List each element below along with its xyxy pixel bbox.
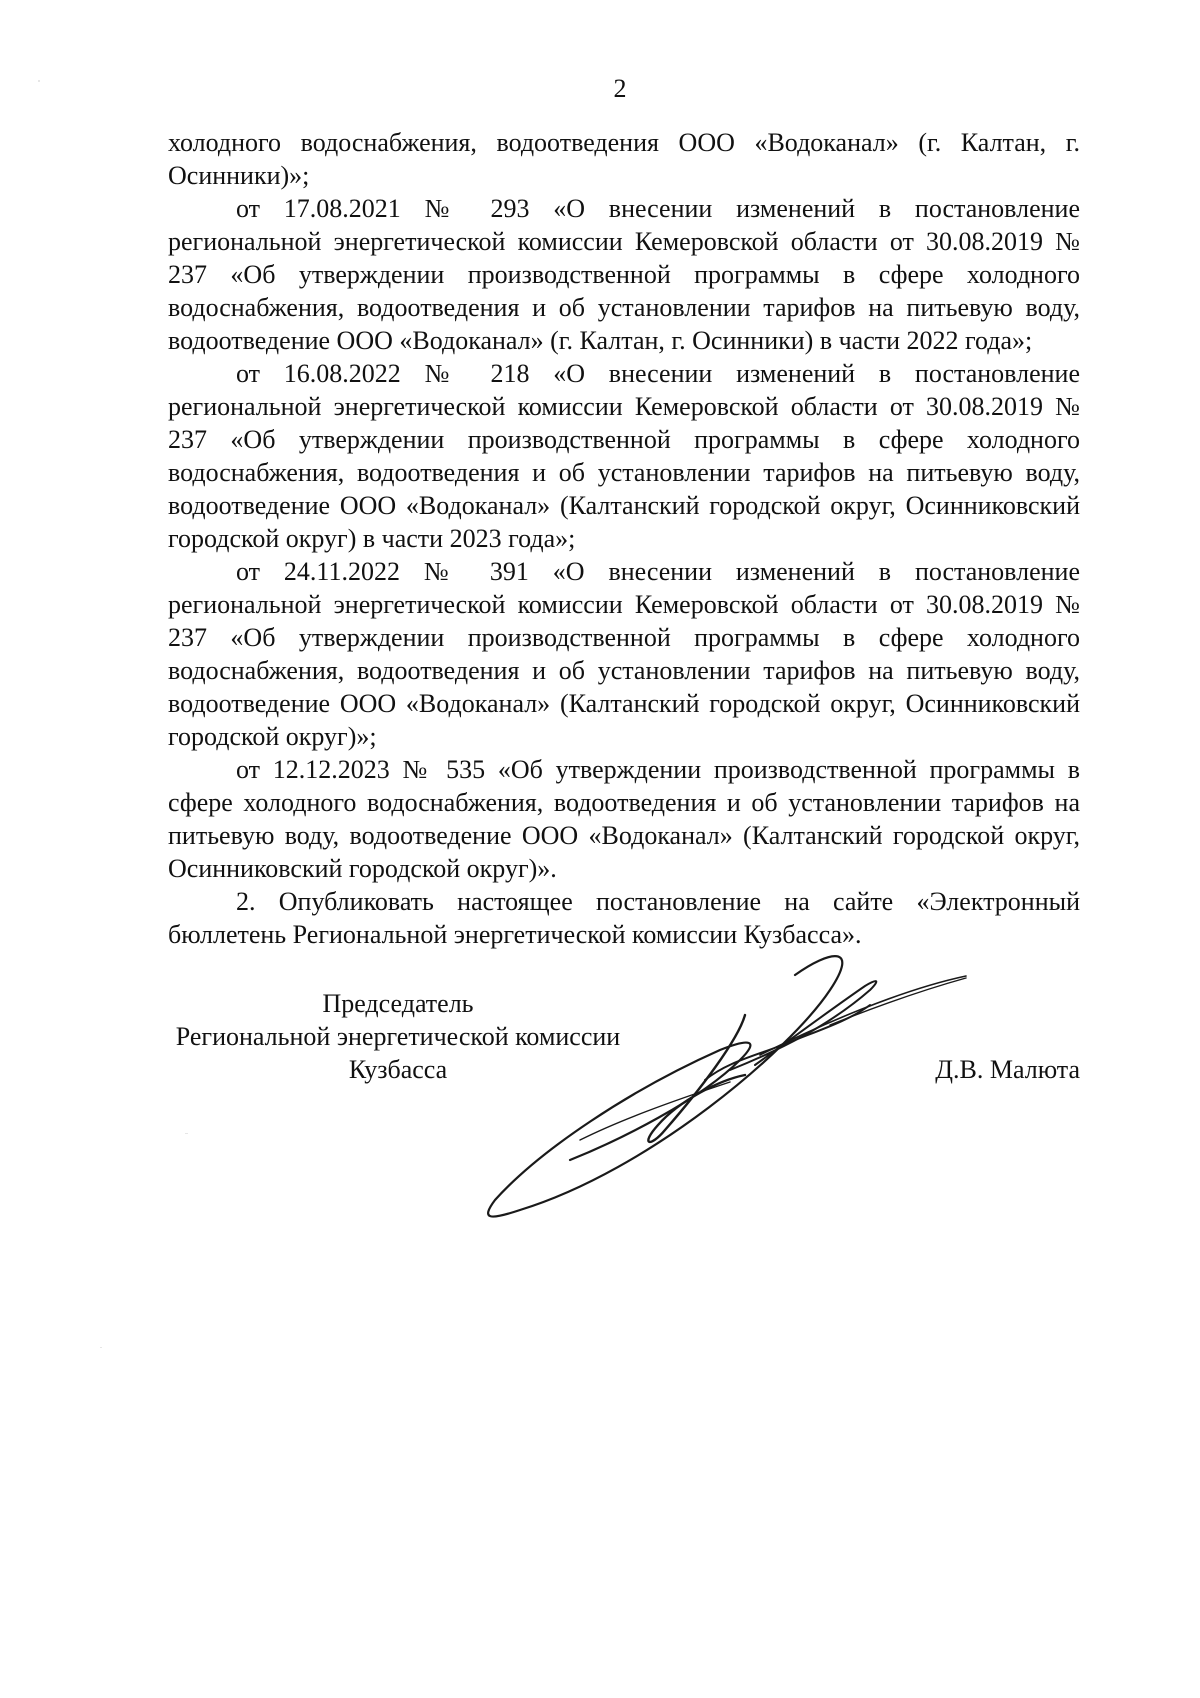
paragraph-ref-535: от 12.12.2023 № 535 «Об утверждении производственной программы в сфере холодного водоснабжения, водоотведения и об установлении тарифов на питьевую воду, водоотведение ООО «Водоканал» (Калтанский городской округ, Осинниковский городской округ)». <box>168 755 1080 883</box>
handwritten-signature <box>400 930 1060 1270</box>
scan-speck <box>185 1133 188 1134</box>
paragraph-publish: 2. Опубликовать настоящее постановление на сайте «Электронный бюллетень Региональной энергетической комиссии Кузбасса». <box>168 887 1080 949</box>
document-body <box>168 126 1080 951</box>
scan-speck <box>38 80 40 82</box>
paragraph-ref-293: от 17.08.2021 № 293 «О внесении изменений в постановление региональной энергетической комиссии Кемеровской области от 30.08.2019 № 237 «Об утверждении производственной программы в сфере холодного водоснабжения, водоотведения и об установлении тарифов на питьевую воду, водоотведение ООО «Водоканал» (г. Калтан, г. Осинники) в части 2022 года»; <box>168 194 1080 355</box>
page-number: 2 <box>613 74 627 103</box>
paragraph-ref-391: от 24.11.2022 № 391 «О внесении изменений в постановление региональной энергетической комиссии Кемеровской области от 30.08.2019 № 237 «Об утверждении производственной программы в сфере холодного водоснабжения, водоотведения и об установлении тарифов на питьевую воду, водоотведение ООО «Водоканал» (Калтанский городской округ, Осинниковский городской округ)»; <box>168 557 1080 751</box>
paragraph-ref-218: от 16.08.2022 № 218 «О внесении изменений в постановление региональной энергетической комиссии Кемеровской области от 30.08.2019 № 237 «Об утверждении производственной программы в сфере холодного водоснабжения, водоотведения и об установлении тарифов на питьевую воду, водоотведение ООО «Водоканал» (Калтанский городской округ, Осинниковский городской округ) в части 2023 года»; <box>168 359 1080 553</box>
signatory-title-line: Региональной энергетической комиссии <box>175 1022 621 1051</box>
paragraph-continuation: холодного водоснабжения, водоотведения ООО «Водоканал» (г. Калтан, г. Осинники)»; <box>168 128 1080 190</box>
signatory-name: Д.В. Малюта <box>935 1055 1080 1084</box>
scan-speck <box>100 1347 102 1348</box>
signatory-title-line: Кузбасса <box>348 1055 448 1084</box>
signature-stroke <box>580 1082 730 1140</box>
signatory-title-line: Председатель <box>322 989 474 1018</box>
signature-stroke <box>488 956 842 1216</box>
